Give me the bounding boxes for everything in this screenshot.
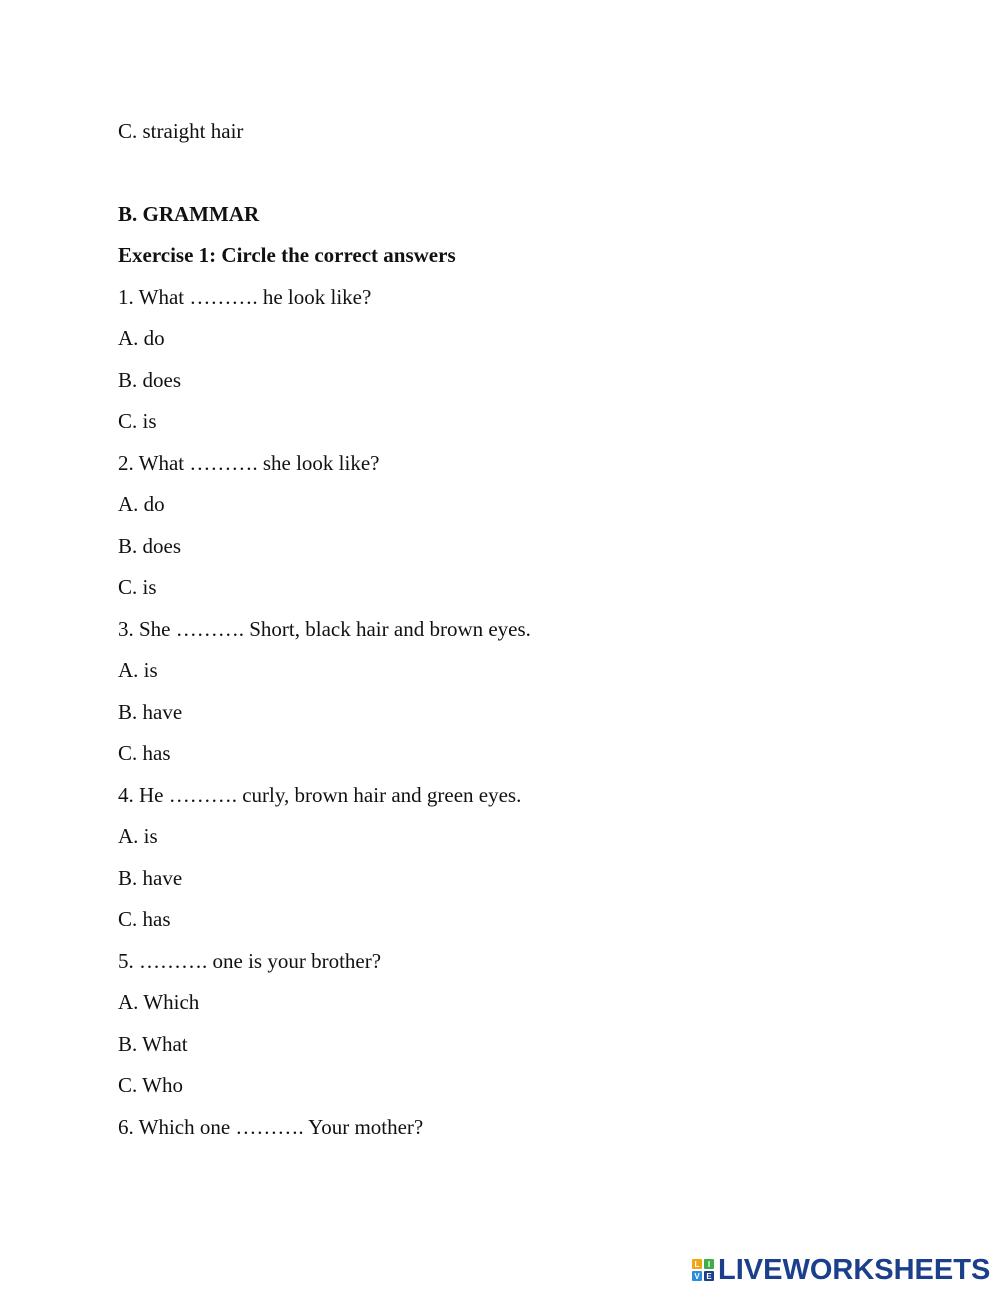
- answer-option: A. do: [118, 492, 165, 516]
- answer-option: B. does: [118, 534, 181, 558]
- answer-option: B. does: [118, 368, 181, 392]
- logo-wordmark: LIVEWORKSHEETS: [718, 1254, 991, 1286]
- answer-option: A. is: [118, 824, 158, 848]
- question-1: 1. What ………. he look like?: [118, 285, 372, 309]
- live-grid-icon: [692, 1259, 714, 1281]
- answer-option: C. Who: [118, 1073, 183, 1097]
- question-3: 3. She ………. Short, black hair and brown eyes.: [118, 617, 531, 641]
- answer-option: A. Which: [118, 990, 200, 1014]
- answer-option: A. is: [118, 658, 158, 682]
- answer-option: A. do: [118, 326, 165, 350]
- answer-option: C. has: [118, 741, 171, 765]
- answer-option: C. straight hair: [118, 119, 244, 143]
- live-letter-e: E: [704, 1271, 714, 1281]
- answer-option: B. What: [118, 1032, 188, 1056]
- liveworksheets-logo: [692, 1255, 990, 1285]
- question-5: 5. ………. one is your brother?: [118, 949, 382, 973]
- answer-option: B. have: [118, 866, 183, 890]
- section-heading: B. GRAMMAR: [118, 202, 260, 226]
- live-letter-v: V: [692, 1271, 702, 1281]
- answer-option: B. have: [118, 700, 183, 724]
- answer-option: C. is: [118, 409, 157, 433]
- question-6: 6. Which one ………. Your mother?: [118, 1115, 424, 1139]
- live-letter-i: I: [704, 1259, 714, 1269]
- question-2: 2. What ………. she look like?: [118, 451, 380, 475]
- live-letter-l: L: [692, 1259, 702, 1269]
- question-4: 4. He ………. curly, brown hair and green eyes.: [118, 783, 522, 807]
- answer-option: C. has: [118, 907, 171, 931]
- exercise-heading: Exercise 1: Circle the correct answers: [118, 243, 456, 267]
- answer-option: C. is: [118, 575, 157, 599]
